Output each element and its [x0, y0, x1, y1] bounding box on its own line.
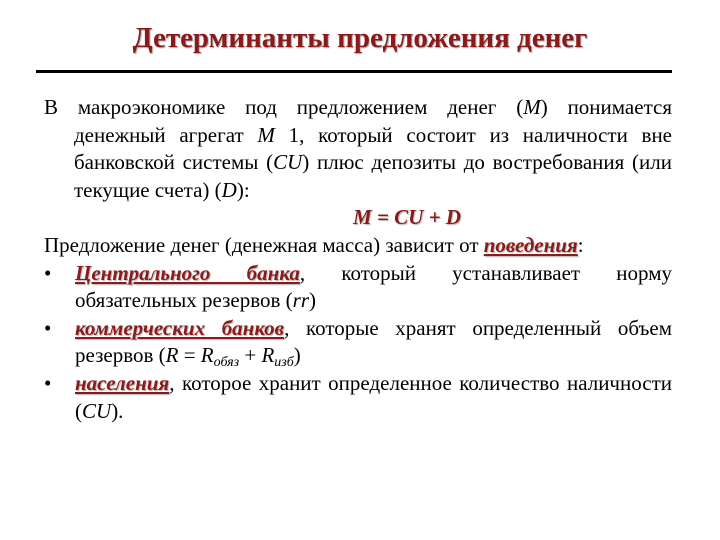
commercial-banks-text-4: ) [293, 343, 301, 368]
subscript-excess: изб [274, 355, 294, 371]
central-bank-text-2: ) [309, 288, 317, 313]
list-item-central-bank [44, 260, 672, 315]
var-d: D [221, 177, 237, 202]
central-bank-keyword: Центрального банка [75, 260, 300, 285]
list-item-commercial-banks [44, 315, 672, 370]
title-divider [36, 70, 672, 73]
central-bank-text-1: , который устанавливает норму обязательных резервов ( [75, 260, 672, 313]
slide-title: Детерминанты предложения денег [132, 22, 588, 54]
var-m: M [523, 95, 541, 119]
population-text-1: , которое хранит определенное количество наличности ( [75, 370, 672, 423]
dependence-line [44, 232, 672, 260]
bullet-marker: • [44, 315, 52, 340]
bullet-marker: • [44, 260, 52, 285]
commercial-banks-text-1: , которые хранят определенный объем резервов ( [75, 315, 672, 368]
intro-text-3: 1, который состоит из наличности вне банковской системы ( [74, 122, 673, 175]
subscript-required: обяз [213, 355, 240, 371]
dependence-suffix: : [577, 232, 584, 257]
list-item-population [44, 370, 672, 425]
commercial-banks-text-2: = [178, 343, 201, 368]
var-cu-cash: CU [82, 398, 112, 423]
dependence-prefix: Предложение денег (денежная масса) зависит от [44, 232, 484, 257]
var-r-excess: R [261, 343, 275, 368]
intro-paragraph [44, 94, 672, 204]
intro-text-4: ) плюс депозиты до востребования (или текущие счета) ( [74, 150, 672, 202]
intro-text-2: ) понимается денежный агрегат [74, 95, 672, 147]
dependence-keyword: поведения [483, 232, 578, 257]
commercial-banks-text-3: + [239, 343, 262, 368]
var-r: R [165, 343, 179, 368]
intro-text-1: В макроэкономике под предложением денег ( [44, 95, 524, 119]
determinants-list [44, 260, 672, 426]
var-r-required: R [200, 343, 214, 368]
commercial-banks-keyword: коммерческих банков [75, 315, 285, 340]
money-supply-formula: M = CU + D [353, 205, 461, 230]
population-keyword: населения [75, 370, 170, 395]
intro-text-5: ): [236, 177, 250, 202]
var-m1: M [257, 122, 275, 147]
var-rr: rr [292, 288, 310, 313]
slide-body [44, 94, 672, 425]
bullet-marker: • [44, 370, 52, 395]
population-text-2: ). [111, 398, 124, 423]
var-cu: CU [273, 150, 303, 175]
